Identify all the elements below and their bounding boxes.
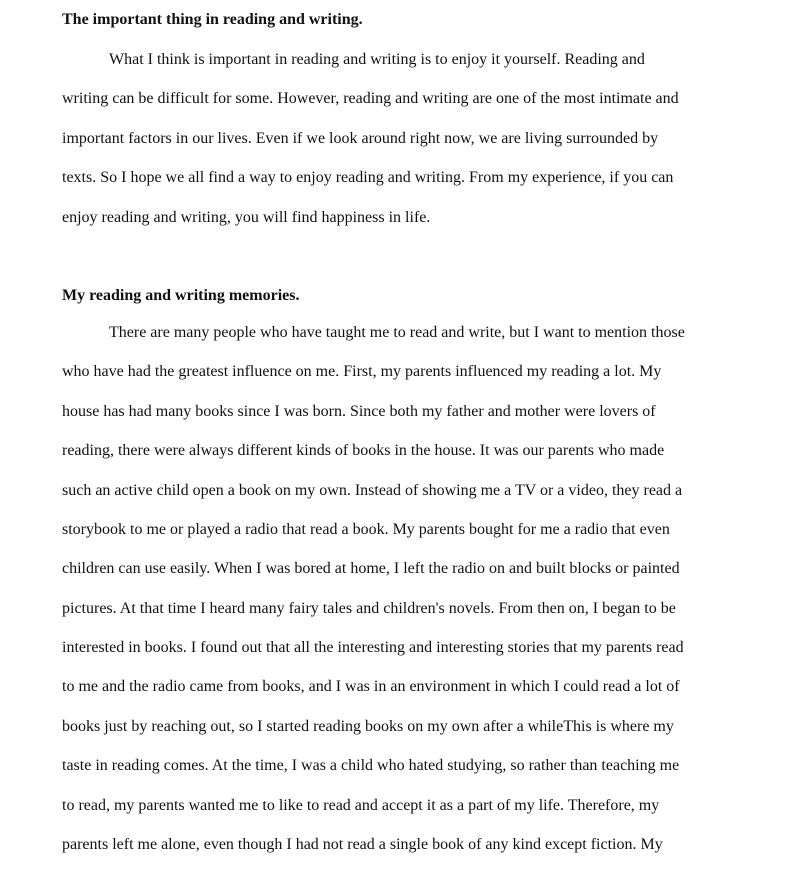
paragraph-line: There are many people who have taught me to read and write, but I want to mention those [109,323,685,341]
paragraph-memories [62,313,742,864]
paragraph-line: What I think is important in reading and writing is to enjoy it yourself. Reading and [109,51,645,68]
paragraph-line: parents left me alone, even though I had not read a single book of any kind except fiction. My [62,836,663,854]
paragraph-important-thing [62,40,742,237]
paragraph-line: writing can be difficult for some. However, reading and writing are one of the most intimate and [62,90,679,108]
paragraph-line: house has had many books since I was born. Since both my father and mother were lovers of [62,402,656,420]
paragraph-line: interested in books. I found out that all the interesting and interesting stories that my parents read [62,639,684,657]
paragraph-line: books just by reaching out, so I started reading books on my own after a whileThis is where my [62,717,674,735]
document-page [62,10,742,864]
paragraph-line: enjoy reading and writing, you will find happiness in life. [62,208,431,226]
paragraph-line: pictures. At that time I heard many fairy tales and children's novels. From then on, I began to be [62,599,676,617]
section-heading-memories: My reading and writing memories. [62,286,300,304]
paragraph-line: storybook to me or played a radio that read a book. My parents bought for me a radio that even [62,520,670,538]
paragraph-line: texts. So I hope we all find a way to enjoy reading and writing. From my experience, if you can [62,169,674,187]
paragraph-line: important factors in our lives. Even if we look around right now, we are living surrounded by [62,129,659,147]
section-heading-important-thing: The important thing in reading and writing. [62,11,363,28]
paragraph-line: such an active child open a book on my own. Instead of showing me a TV or a video, they read a [62,481,683,499]
paragraph-line: who have had the greatest influence on me. First, my parents influenced my reading a lot. My [62,363,662,381]
paragraph-line: to me and the radio came from books, and I was in an environment in which I could read a lot of [62,678,680,696]
paragraph-line: reading, there were always different kinds of books in the house. It was our parents who made [62,442,665,460]
paragraph-line: to read, my parents wanted me to like to read and accept it as a part of my life. Therefore, my [62,796,660,814]
paragraph-line: children can use easily. When I was bored at home, I left the radio on and built blocks or painted [62,560,680,578]
paragraph-line: taste in reading comes. At the time, I was a child who hated studying, so rather than teaching me [62,757,680,775]
